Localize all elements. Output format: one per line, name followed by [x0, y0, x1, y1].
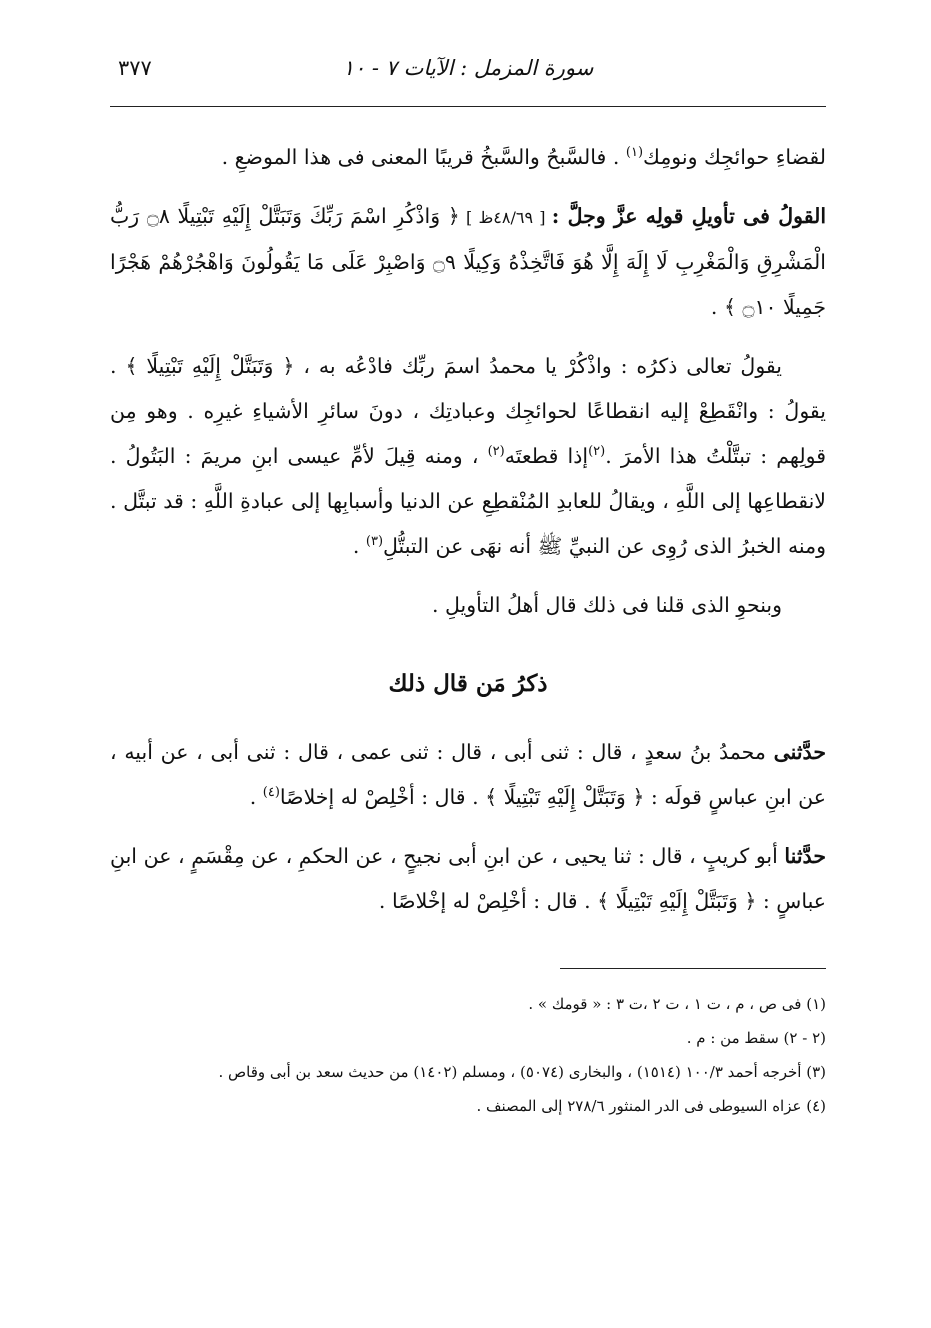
footnote-ref-3: (٣) [365, 534, 384, 550]
paragraph-6 [110, 834, 826, 924]
paragraph-3-a: يقولُ تعالى ذكرُه : واذْكُرْ يا محمدُ اسمَ ربِّك فادْعُه به ، ﴿ وَتَبَتَّلْ إِلَيْهِ تَبْتِيلًا ﴾ . يقولُ : وانْقَطِعْ إليه انقطاعًا لحوائجِك وعبادتِك ، دونَ سائرِ الأشياءِ غيرِه . وهو مِن قولِهم : تبتَّلْتُ هذا الأمرَ . [110, 354, 826, 468]
paragraph-6-lead: حدَّثنا [784, 844, 826, 868]
footnote-4: (٤) عزاه السيوطى فى الدر المنثور ٢٧٨/٦ إلى المصنف . [476, 1097, 826, 1115]
paragraph-3-end: . [352, 534, 366, 558]
chapter-title: سورة المزمل : الآيات ٧ - ١٠ [342, 56, 594, 80]
page-number: ٣٧٧ [118, 56, 152, 80]
paragraph-5 [110, 730, 826, 820]
paragraph-3-b: إذا قطعتَه [504, 444, 589, 468]
section-heading: ذكرُ مَن قال ذلك [388, 670, 548, 697]
footnote-1: (١) فى ص ، م ، ت ١ ، ت ٢ ،ت ٣ : « قومك » . [528, 995, 826, 1013]
footnote-ref-4: (٤) [262, 785, 280, 801]
footnote-3: (٣) أخرجه أحمد ١٠٠/٣ (١٥١٤) ، والبخارى (٥٠٧٤) ، ومسلم (١٤٠٢) من حديث سعد بن أبى وقاص . [218, 1063, 826, 1081]
footnote-rule [560, 968, 826, 969]
footnote-ref-2b: (٢) [487, 444, 505, 460]
manuscript-reference: [ ٤٨/٦٩ظ ] [459, 208, 552, 227]
book-page [110, 48, 826, 1125]
paragraph-1 [110, 135, 826, 180]
footnote-ref-2a: (٢) [588, 444, 606, 460]
paragraph-2 [110, 194, 826, 330]
paragraph-3 [110, 344, 826, 569]
paragraph-2-lead: القولُ فى تأويلِ قولِه عزَّ وجلَّ : [551, 204, 827, 228]
paragraph-4: وبنحوِ الذى قلنا فى ذلك قال أهلُ التأويلِ . [431, 593, 782, 617]
paragraph-3-c: ، ومنه قِيلَ لأمِّ عيسى ابنِ مريمَ : البَتُولُ . لانقطاعِها إلى اللَّهِ ، ويقالُ للعابدِ المُنْقطِعِ عن الدنيا وأسبابِها إلى عبادةِ اللَّهِ : قد تبتَّل . ومنه الخبرُ الذى رُوِى عن النبيِّ ﷺ أنه نهَى عن التبتُّلِ [110, 444, 826, 558]
quran-verse: ﴿ وَاذْكُرِ اسْمَ رَبِّكَ وَتَبَتَّلْ إِلَيْهِ تَبْتِيلًا ۝٨ رَبُّ الْمَشْرِقِ وَالْمَغْرِبِ لَا إِلَهَ إِلَّا هُوَ فَاتَّخِذْهُ وَكِيلًا ۝٩ وَاصْبِرْ عَلَى مَا يَقُولُونَ وَاهْجُرْهُمْ هَجْرًا جَمِيلًا ۝١٠ ﴾ . [110, 204, 826, 319]
footnote-2: (٢ - ٢) سقط من : م . [686, 1029, 826, 1047]
paragraph-5-end: . [249, 785, 263, 809]
paragraph-6-text: أبو كريبٍ ، قال : ثنا يحيى ، عن ابنِ أبى نجيحٍ ، عن الحكمِ ، عن مِقْسَمٍ ، عن ابنِ عباسٍ : ﴿ وَتَبَتَّلْ إِلَيْهِ تَبْتِيلًا ﴾ . قال : أخْلِصْ له إخْلاصًا . [110, 844, 826, 913]
paragraph-5-lead: حدَّثنى [773, 740, 826, 764]
paragraph-1-text: لقضاءِ حوائجِك ونومِك [643, 145, 826, 169]
header-rule [110, 106, 826, 107]
paragraph-1-end: . فالسَّبحُ والسَّبخُ قريبًا المعنى فى هذا الموضعِ . [221, 145, 626, 169]
running-header [110, 48, 826, 88]
footnote-ref-1: (١) [625, 145, 644, 161]
paragraph-5-text: محمدُ بنُ سعدٍ ، قال : ثنى أبى ، قال : ثنى عمى ، قال : ثنى أبى ، عن أبيه ، عن ابنِ عباسٍ قولَه : ﴿ وَتَبَتَّلْ إِلَيْهِ تَبْتِيلًا ﴾ . قال : أخْلِصْ له إخلاصًا [110, 740, 826, 809]
